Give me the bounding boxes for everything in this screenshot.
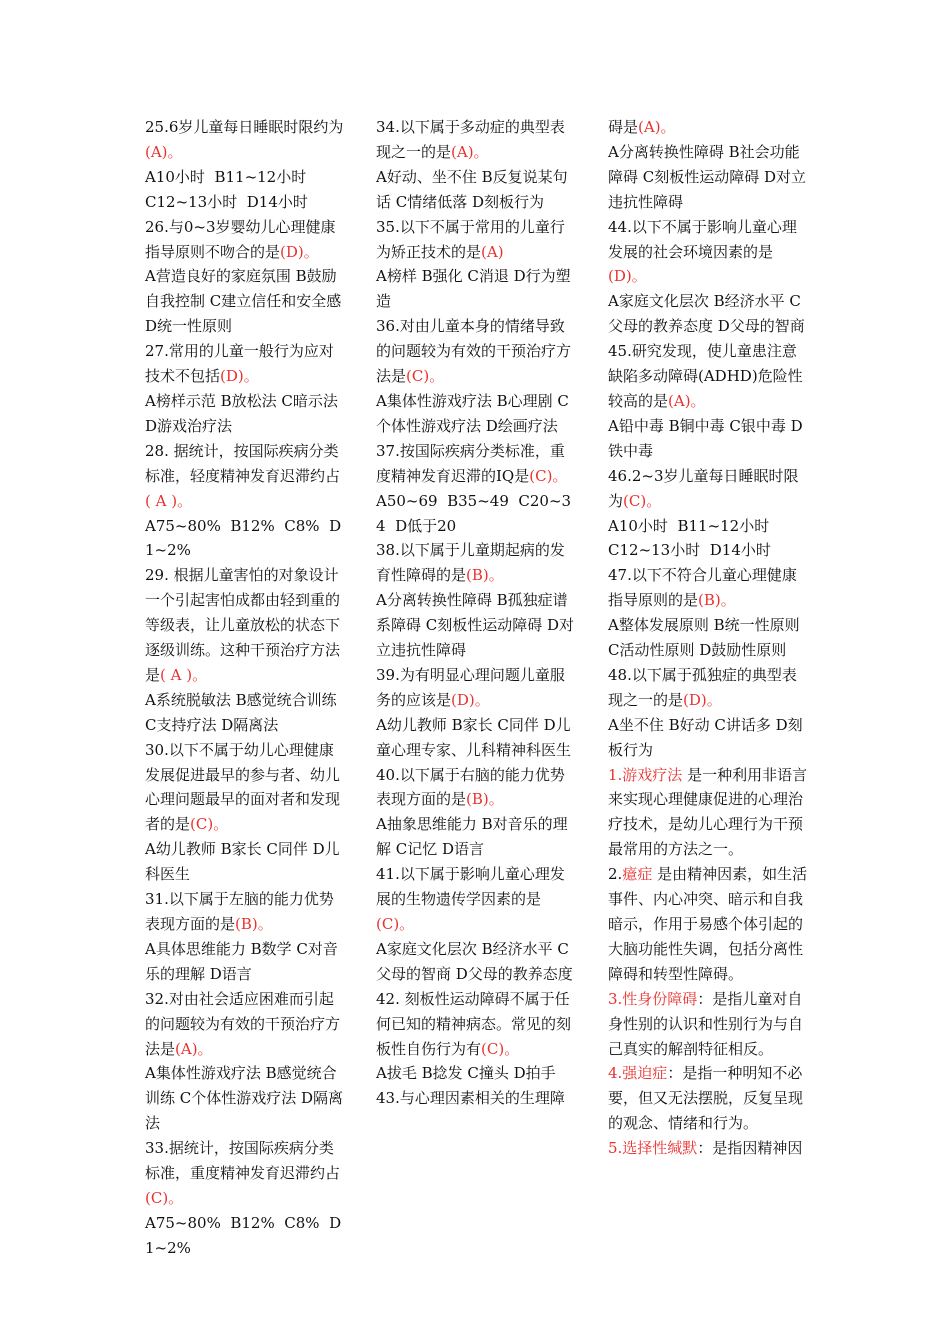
question-stem — [376, 538, 576, 588]
answer-key: ( A )。 — [145, 491, 193, 510]
question-text: 41.以下属于影响儿童心理发展的生物遗传学因素的是 — [376, 865, 565, 909]
answer-key: (B)。 — [466, 566, 504, 585]
question-text: 27.常用的儿童一般行为应对技术不包括 — [145, 342, 334, 386]
term-explanation: 是由精神因素，如生活事件、内心冲突、暗示和自我暗示，作用于易感个体引起的大脑功能性失调，包括分离性障碍和转型性障碍。 — [608, 865, 808, 983]
term-name: 5.选择性缄默 — [608, 1139, 698, 1158]
text-line: C12~13小时 D14小时 — [608, 541, 771, 560]
text-line: A幼儿教师 B家长 C同伴 D儿童心理专家、儿科精神科医生 — [376, 715, 572, 759]
answer-key: (C)。 — [145, 1188, 184, 1207]
text-line: C12~13小时 D14小时 — [145, 192, 308, 211]
text-line: A家庭文化层次 B经济水平 C父母的智商 D父母的教养态度 — [376, 939, 573, 983]
question-text: 28. 据统计，按国际疾病分类标准，轻度精神发育迟滞约占 — [145, 441, 341, 485]
text-line: A榜样 B强化 C消退 D行为塑造 — [376, 267, 571, 311]
question-stem — [145, 339, 345, 389]
answer-key: (B)。 — [698, 591, 736, 610]
text-line: A好动、坐不住 B反复说某句话 C情绪低落 D刻板行为 — [376, 167, 568, 211]
term-definition — [608, 862, 808, 987]
text-line: A75~80% B12% C8% D1~2% — [145, 516, 342, 560]
question-text: 40.以下属于右脑的能力优势表现方面的是 — [376, 765, 565, 809]
text-line: A10小时 B11~12小时 — [608, 516, 770, 535]
question-text: 47.以下不符合儿童心理健康指导原则的是 — [608, 566, 797, 610]
text-line: A抽象思维能力 B对音乐的理解 C记忆 D语言 — [376, 815, 568, 859]
term-name: 癔症 — [622, 865, 653, 884]
question-stem — [608, 115, 808, 140]
text-line: A75~80% B12% C8% D1~2% — [145, 1213, 342, 1257]
column-3 — [608, 115, 808, 1161]
question-stem — [145, 738, 345, 838]
question-text: 碍是 — [608, 118, 639, 136]
text-line: A10小时 B11~12小时 — [145, 167, 307, 186]
question-stem — [608, 339, 808, 414]
text-line: A榜样示范 B放松法 C暗示法 D游戏治疗法 — [145, 391, 343, 435]
question-stem — [376, 314, 576, 389]
text-line: A铅中毒 B铜中毒 C银中毒 D铁中毒 — [608, 416, 803, 460]
answer-key: (B)。 — [466, 790, 504, 809]
question-text: 37.按国际疾病分类标准，重度精神发育迟滞的IQ是 — [376, 441, 565, 485]
text-line: A50~69 B35~49 C20~34 D低于20 — [376, 491, 572, 535]
text-line: A整体发展原则 B统一性原则 C活动性原则 D鼓励性原则 — [608, 616, 805, 660]
answer-key: (D)。 — [280, 242, 319, 261]
answer-key: (C)。 — [623, 491, 662, 510]
term-explanation: ：是指儿童对自身性别的认识和性别行为与自己真实的解剖特征相反。 — [608, 989, 804, 1058]
answer-key: (D)。 — [220, 367, 259, 386]
answer-key: (A)。 — [175, 1039, 213, 1058]
question-stem — [608, 215, 808, 290]
text-line: A集体性游戏疗法 B心理剧 C个体性游戏疗法 D绘画疗法 — [376, 391, 569, 435]
term-name: 3.性身份障碍 — [608, 989, 698, 1008]
answer-key: (A)。 — [451, 142, 489, 161]
text-line: A拔毛 B捻发 C撞头 D拍手 — [376, 1064, 556, 1083]
question-stem — [608, 563, 808, 613]
term-explanation: ：是指一种明知不必要，但又无法摆脱，反复呈现的观念、情绪和行为。 — [608, 1064, 804, 1133]
column-2 — [376, 115, 576, 1111]
answer-key: (A) — [481, 242, 504, 261]
term-explanation: 是一种利用非语言来实现心理健康促进的心理治疗技术，是幼儿心理行为干预最常用的方法之一。 — [608, 765, 808, 859]
answer-key: (D)。 — [608, 267, 647, 286]
answer-key: (C)。 — [190, 815, 229, 834]
answer-key: ( A )。 — [160, 665, 208, 684]
term-explanation: ：是指因精神因 — [697, 1139, 803, 1158]
term-name: 1.游戏疗法 — [608, 765, 683, 784]
answer-key: (C)。 — [376, 915, 415, 933]
question-text: 46.2~3岁儿童每日睡眠时限为 — [608, 466, 799, 510]
question-text: 26.与0~3岁婴幼儿心理健康指导原则不吻合的是 — [145, 217, 336, 261]
question-stem — [376, 987, 576, 1062]
question-text: 31.以下属于左脑的能力优势表现方面的是 — [145, 890, 334, 933]
question-text: 33.据统计，按国际疾病分类标准，重度精神发育迟滞约占 — [145, 1139, 341, 1183]
question-stem — [376, 215, 576, 265]
question-stem — [376, 862, 576, 937]
term-definition — [608, 763, 808, 863]
question-text: 32.对由社会适应困难而引起的问题较为有效的干预治疗方法是 — [145, 989, 341, 1058]
term-definition — [608, 1061, 808, 1136]
term-number: 2. — [608, 865, 623, 884]
question-text: 48.以下属于孤独症的典型表现之一的是 — [608, 665, 797, 709]
answer-key: (C)。 — [481, 1039, 520, 1058]
question-stem — [608, 663, 808, 713]
text-line: A分离转换性障碍 B孤独症谱系障碍 C刻板性运动障碍 D对立违抗性障碍 — [376, 591, 575, 660]
text-line: A家庭文化层次 B经济水平 C父母的教养态度 D父母的智商 — [608, 292, 805, 336]
question-stem — [376, 115, 576, 165]
answer-key: (C)。 — [529, 466, 568, 485]
text-line: A具体思维能力 B数学 C对音乐的理解 D语言 — [145, 939, 338, 983]
question-text: 45.研究发现，使儿童患注意缺陷多动障碍(ADHD)危险性较高的是 — [608, 342, 803, 410]
text-line: A幼儿教师 B家长 C同伴 D儿科医生 — [145, 840, 340, 884]
answer-key: (A)。 — [668, 391, 706, 410]
column-1 — [145, 115, 345, 1261]
question-stem — [608, 464, 808, 514]
answer-key: (D)。 — [451, 690, 490, 709]
question-text: 35.以下不属于常用的儿童行为矫正技术的是 — [376, 217, 565, 261]
question-text: 38.以下属于儿童期起病的发育性障碍的是 — [376, 541, 565, 585]
text-line: A营造良好的家庭氛围 B鼓励自我控制 C建立信任和安全感 D统一性原则 — [145, 267, 347, 336]
term-name: 4.强迫症 — [608, 1064, 668, 1083]
answer-key: (A)。 — [145, 142, 183, 161]
answer-key: (B)。 — [235, 915, 273, 933]
question-stem — [376, 663, 576, 713]
text-line: A坐不住 B好动 C讲话多 D刻板行为 — [608, 715, 803, 759]
text-line: A集体性游戏疗法 B感觉统合训练 C个体性游戏疗法 D隔离法 — [145, 1064, 344, 1133]
answer-key: (A)。 — [638, 118, 676, 136]
term-definition — [608, 987, 808, 1062]
question-text: 39.为有明显心理问题儿童服务的应该是 — [376, 665, 565, 709]
answer-key: (D)。 — [683, 690, 722, 709]
question-stem — [376, 439, 576, 489]
question-stem — [145, 1136, 345, 1211]
question-text: 42. 刻板性运动障碍不属于任何已知的精神病态。常见的刻板性自伤行为有 — [376, 989, 572, 1058]
text-line: A系统脱敏法 B感觉统合训练 C支持疗法 D隔离法 — [145, 690, 342, 734]
question-stem — [145, 215, 345, 265]
question-text: 34.以下属于多动症的典型表现之一的是 — [376, 118, 565, 161]
text-line: A分离转换性障碍 B社会功能障碍 C刻板性运动障碍 D对立违抗性障碍 — [608, 142, 807, 211]
text-line: 43.与心理因素相关的生理障 — [376, 1089, 565, 1108]
question-stem — [145, 439, 345, 514]
term-definition — [608, 1136, 808, 1161]
question-text: 36.对由儿童本身的情绪导致的问题较为有效的干预治疗方法是 — [376, 317, 572, 386]
question-text: 25.6岁儿童每日睡眠时限约为 — [145, 118, 344, 136]
question-stem — [145, 987, 345, 1062]
question-stem — [376, 763, 576, 813]
question-stem — [145, 563, 345, 688]
question-stem — [145, 887, 345, 937]
question-stem — [145, 115, 345, 165]
answer-key: (C)。 — [406, 367, 445, 386]
question-text: 44.以下不属于影响儿童心理发展的社会环境因素的是 — [608, 217, 797, 261]
question-text: 29. 根据儿童害怕的对象设计一个引起害怕成都由轻到重的等级表，让儿童放松的状态下逐级训练。这种干预治疗方法是 — [145, 566, 341, 684]
question-text: 30.以下不属于幼儿心理健康发展促进最早的参与者、幼儿心理问题最早的面对者和发现者的是 — [145, 740, 341, 834]
